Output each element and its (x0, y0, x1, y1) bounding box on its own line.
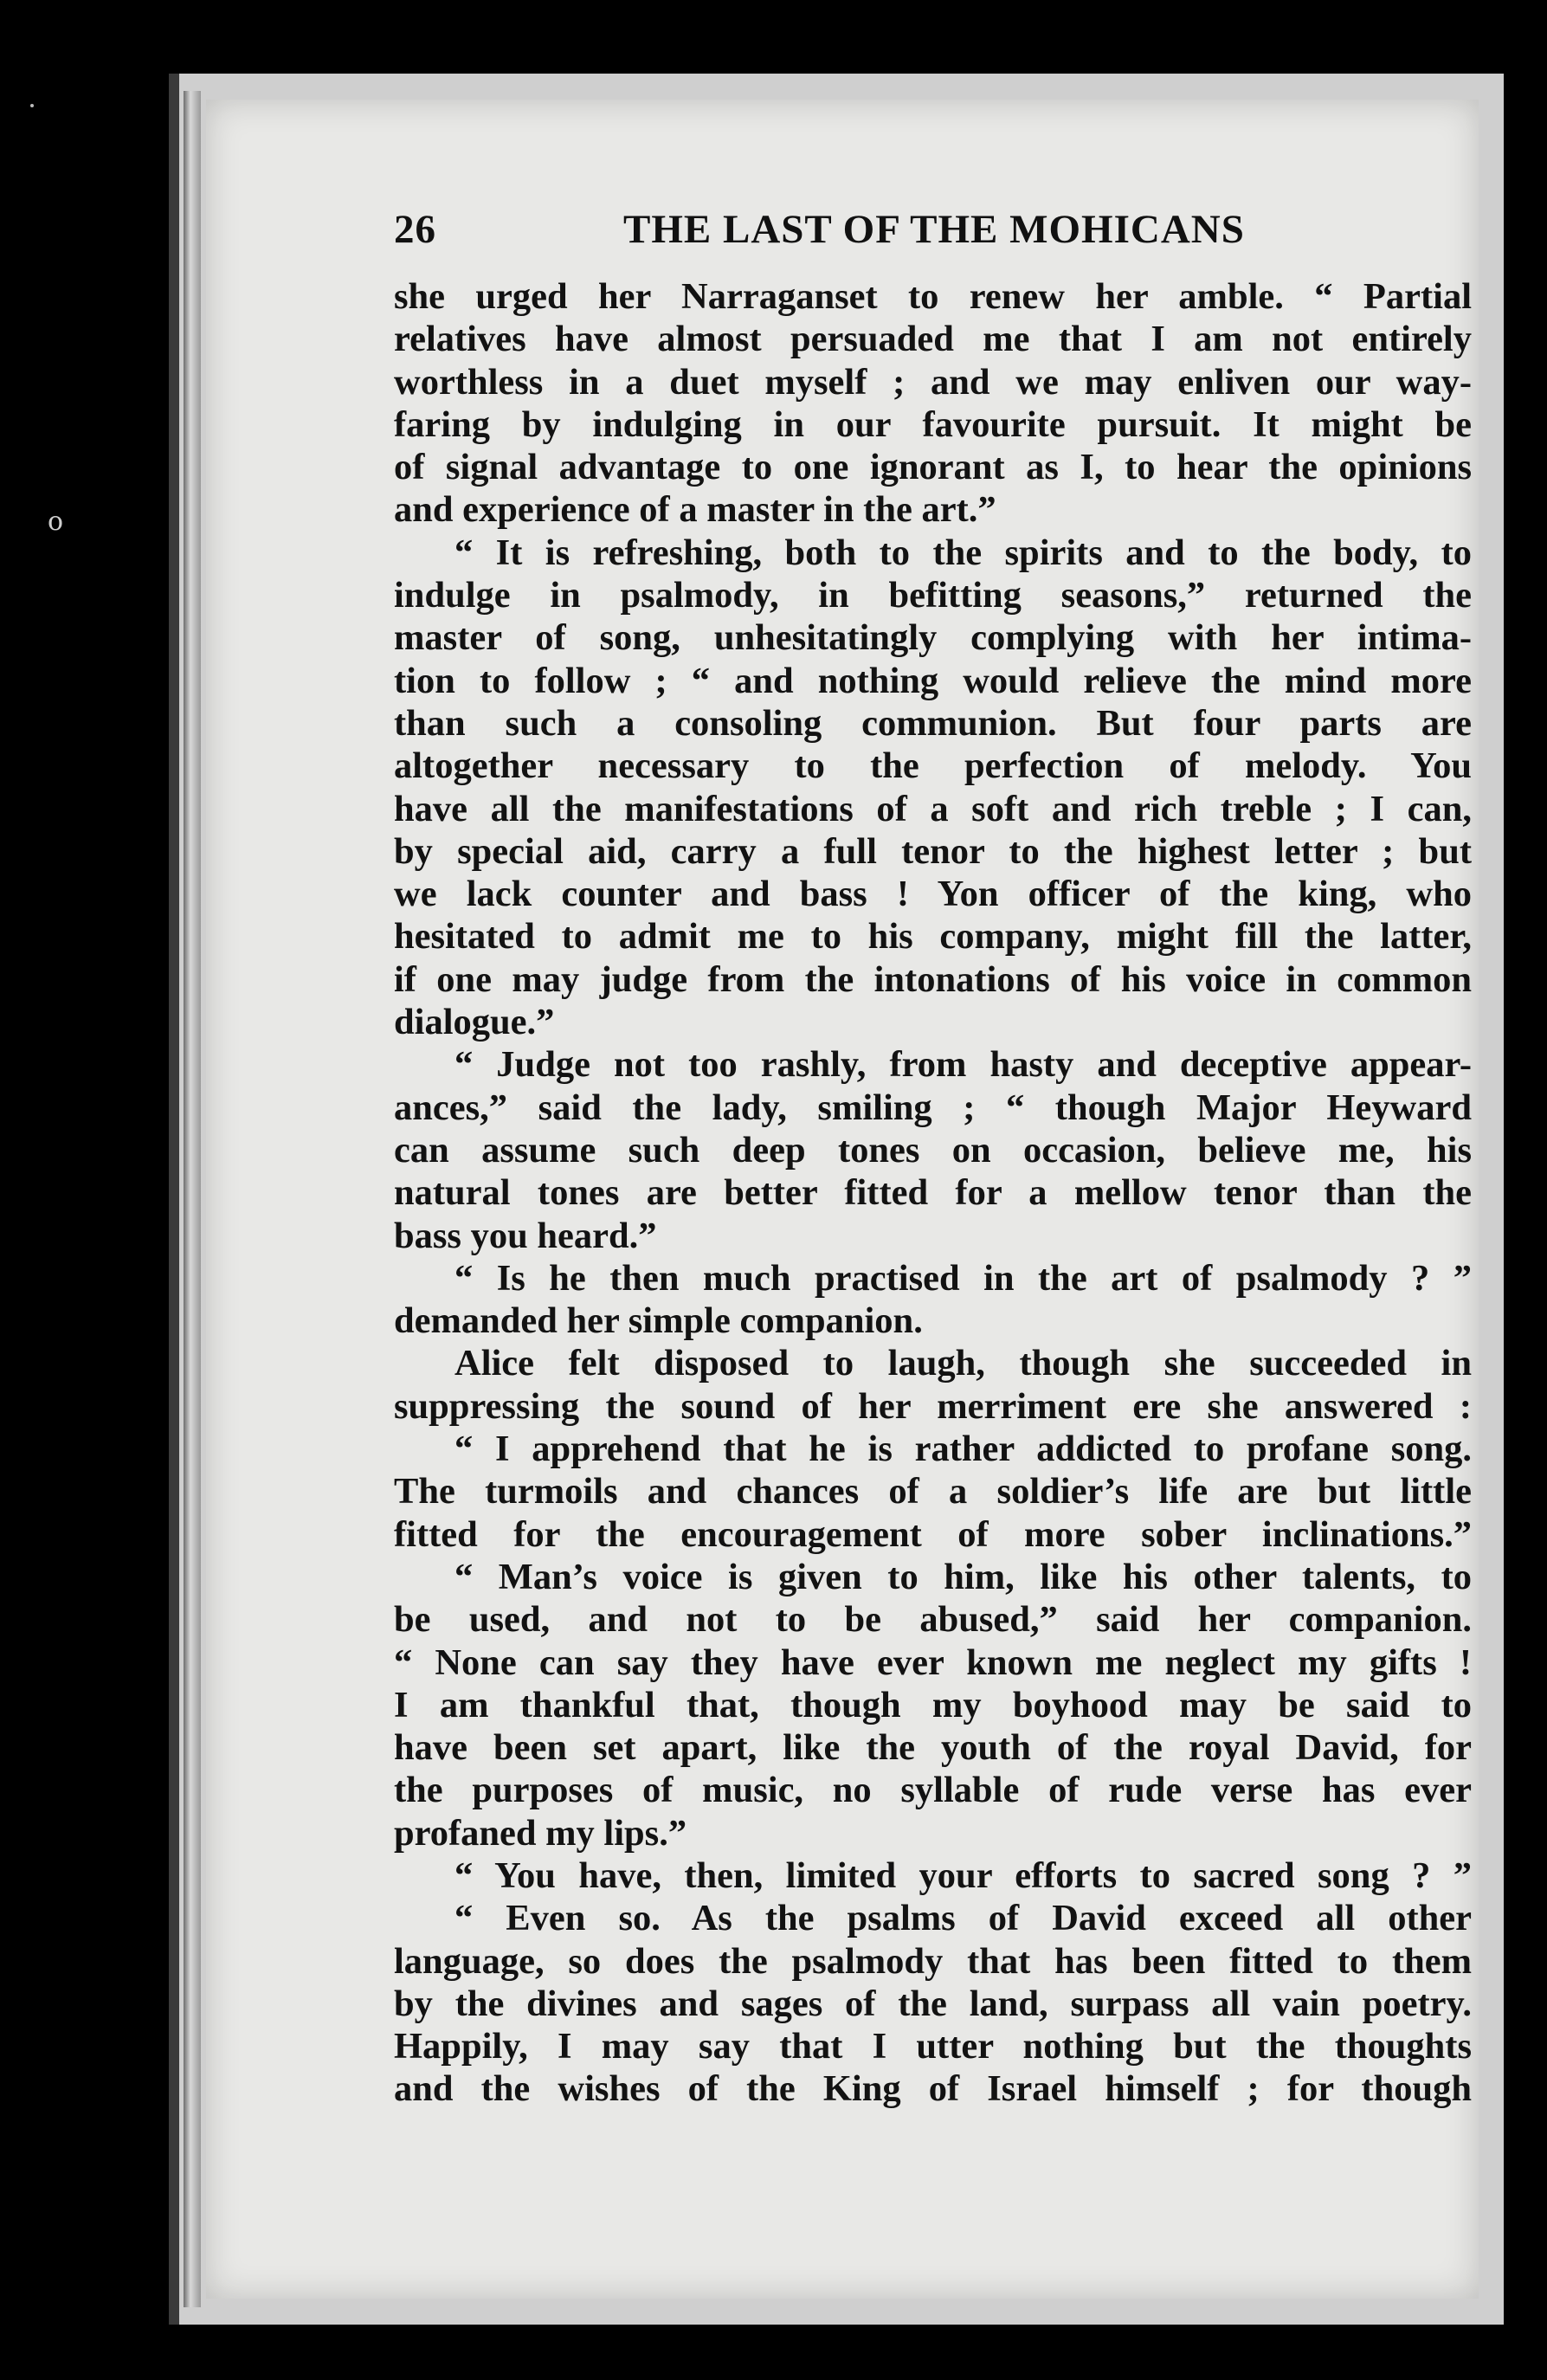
text-line: Alice felt disposed to laugh, though she succeeded in (454, 1343, 1472, 1384)
text-line: altogether necessary to the perfection of melody. You (394, 745, 1472, 787)
text-line: if one may judge from the intonations of his voice in common (394, 958, 1472, 1000)
text-line: natural tones are better fitted for a mellow tenor than the (394, 1172, 1472, 1214)
text-line: relatives have almost persuaded me that I am not entirely (394, 319, 1472, 360)
book-title: THE LAST OF THE MOHICANS (623, 207, 1245, 252)
text-line: than such a consoling communion. But four parts are (394, 702, 1472, 744)
text-line: worthless in a duet myself ; and we may enliven our way- (394, 361, 1472, 403)
text-line: “ You have, then, limited your efforts to sacred song ? ” (454, 1854, 1472, 1896)
scan-speck (30, 104, 34, 107)
page-edge (184, 91, 201, 2307)
text-line: and the wishes of the King of Israel himself ; for though (394, 2068, 1472, 2110)
text-line: I am thankful that, though my boyhood may be said to (394, 1684, 1472, 1725)
text-line: have all the manifestations of a soft and rich treble ; I can, (394, 788, 1472, 829)
text-line: “ Is he then much practised in the art of psalmody ? ” (454, 1257, 1472, 1299)
text-line: can assume such deep tones on occasion, believe me, his (394, 1129, 1472, 1171)
text-line: language, so does the psalmody that has been fitted to them (394, 1940, 1472, 1982)
text-line: bass you heard.” (394, 1215, 657, 1256)
text-line: dialogue.” (394, 1002, 555, 1043)
text-line: “ None can say they have ever known me neglect my gifts ! (394, 1641, 1472, 1683)
text-line: profaned my lips.” (394, 1812, 687, 1854)
text-line: suppressing the sound of her merriment ere she answered : (394, 1385, 1472, 1427)
text-line: be used, and not to be abused,” said her companion. (394, 1599, 1472, 1641)
text-line: and experience of a master in the art.” (394, 489, 996, 531)
text-line: have been set apart, like the youth of the royal David, for (394, 1727, 1472, 1769)
page-number: 26 (394, 207, 436, 252)
text-line: by the divines and sages of the land, surpass all vain poetry. (394, 1983, 1472, 2024)
text-line: tion to follow ; “ and nothing would relieve the mind more (394, 660, 1472, 701)
text-line: fitted for the encouragement of more sober inclinations.” (394, 1513, 1472, 1555)
margin-mark: o (48, 506, 64, 537)
text-line: “ It is refreshing, both to the spirits and to the body, to (454, 532, 1472, 573)
text-line: master of song, unhesitatingly complying with her intima- (394, 617, 1472, 659)
text-line: ances,” said the lady, smiling ; “ though Major Heyward (394, 1087, 1472, 1128)
text-line: “ I apprehend that he is rather addicted to profane song. (454, 1429, 1472, 1470)
text-line: she urged her Narraganset to renew her amble. “ Partial (394, 276, 1472, 317)
text-line: faring by indulging in our favourite pursuit. It might be (394, 403, 1472, 445)
text-line: indulge in psalmody, in befitting seasons,” returned the (394, 575, 1472, 616)
text-line: Happily, I may say that I utter nothing but the thoughts (394, 2026, 1472, 2067)
text-line: hesitated to admit me to his company, might fill the latter, (394, 916, 1472, 958)
text-line: demanded her simple companion. (394, 1300, 923, 1342)
text-line: “ Judge not too rashly, from hasty and deceptive appear- (454, 1044, 1472, 1086)
text-line: “ Even so. As the psalms of David exceed all other (454, 1898, 1472, 1939)
text-line: “ Man’s voice is given to him, like his other talents, to (454, 1556, 1472, 1597)
text-line: of signal advantage to one ignorant as I, to hear the opinions (394, 447, 1472, 488)
text-line: by special aid, carry a full tenor to the highest letter ; but (394, 830, 1472, 872)
running-head (394, 206, 1320, 267)
body-text (394, 275, 1472, 2111)
text-line: we lack counter and bass ! Yon officer of the king, who (394, 874, 1472, 915)
text-line: The turmoils and chances of a soldier’s life are but little (394, 1471, 1472, 1512)
text-line: the purposes of music, no syllable of rude verse has ever (394, 1770, 1472, 1811)
